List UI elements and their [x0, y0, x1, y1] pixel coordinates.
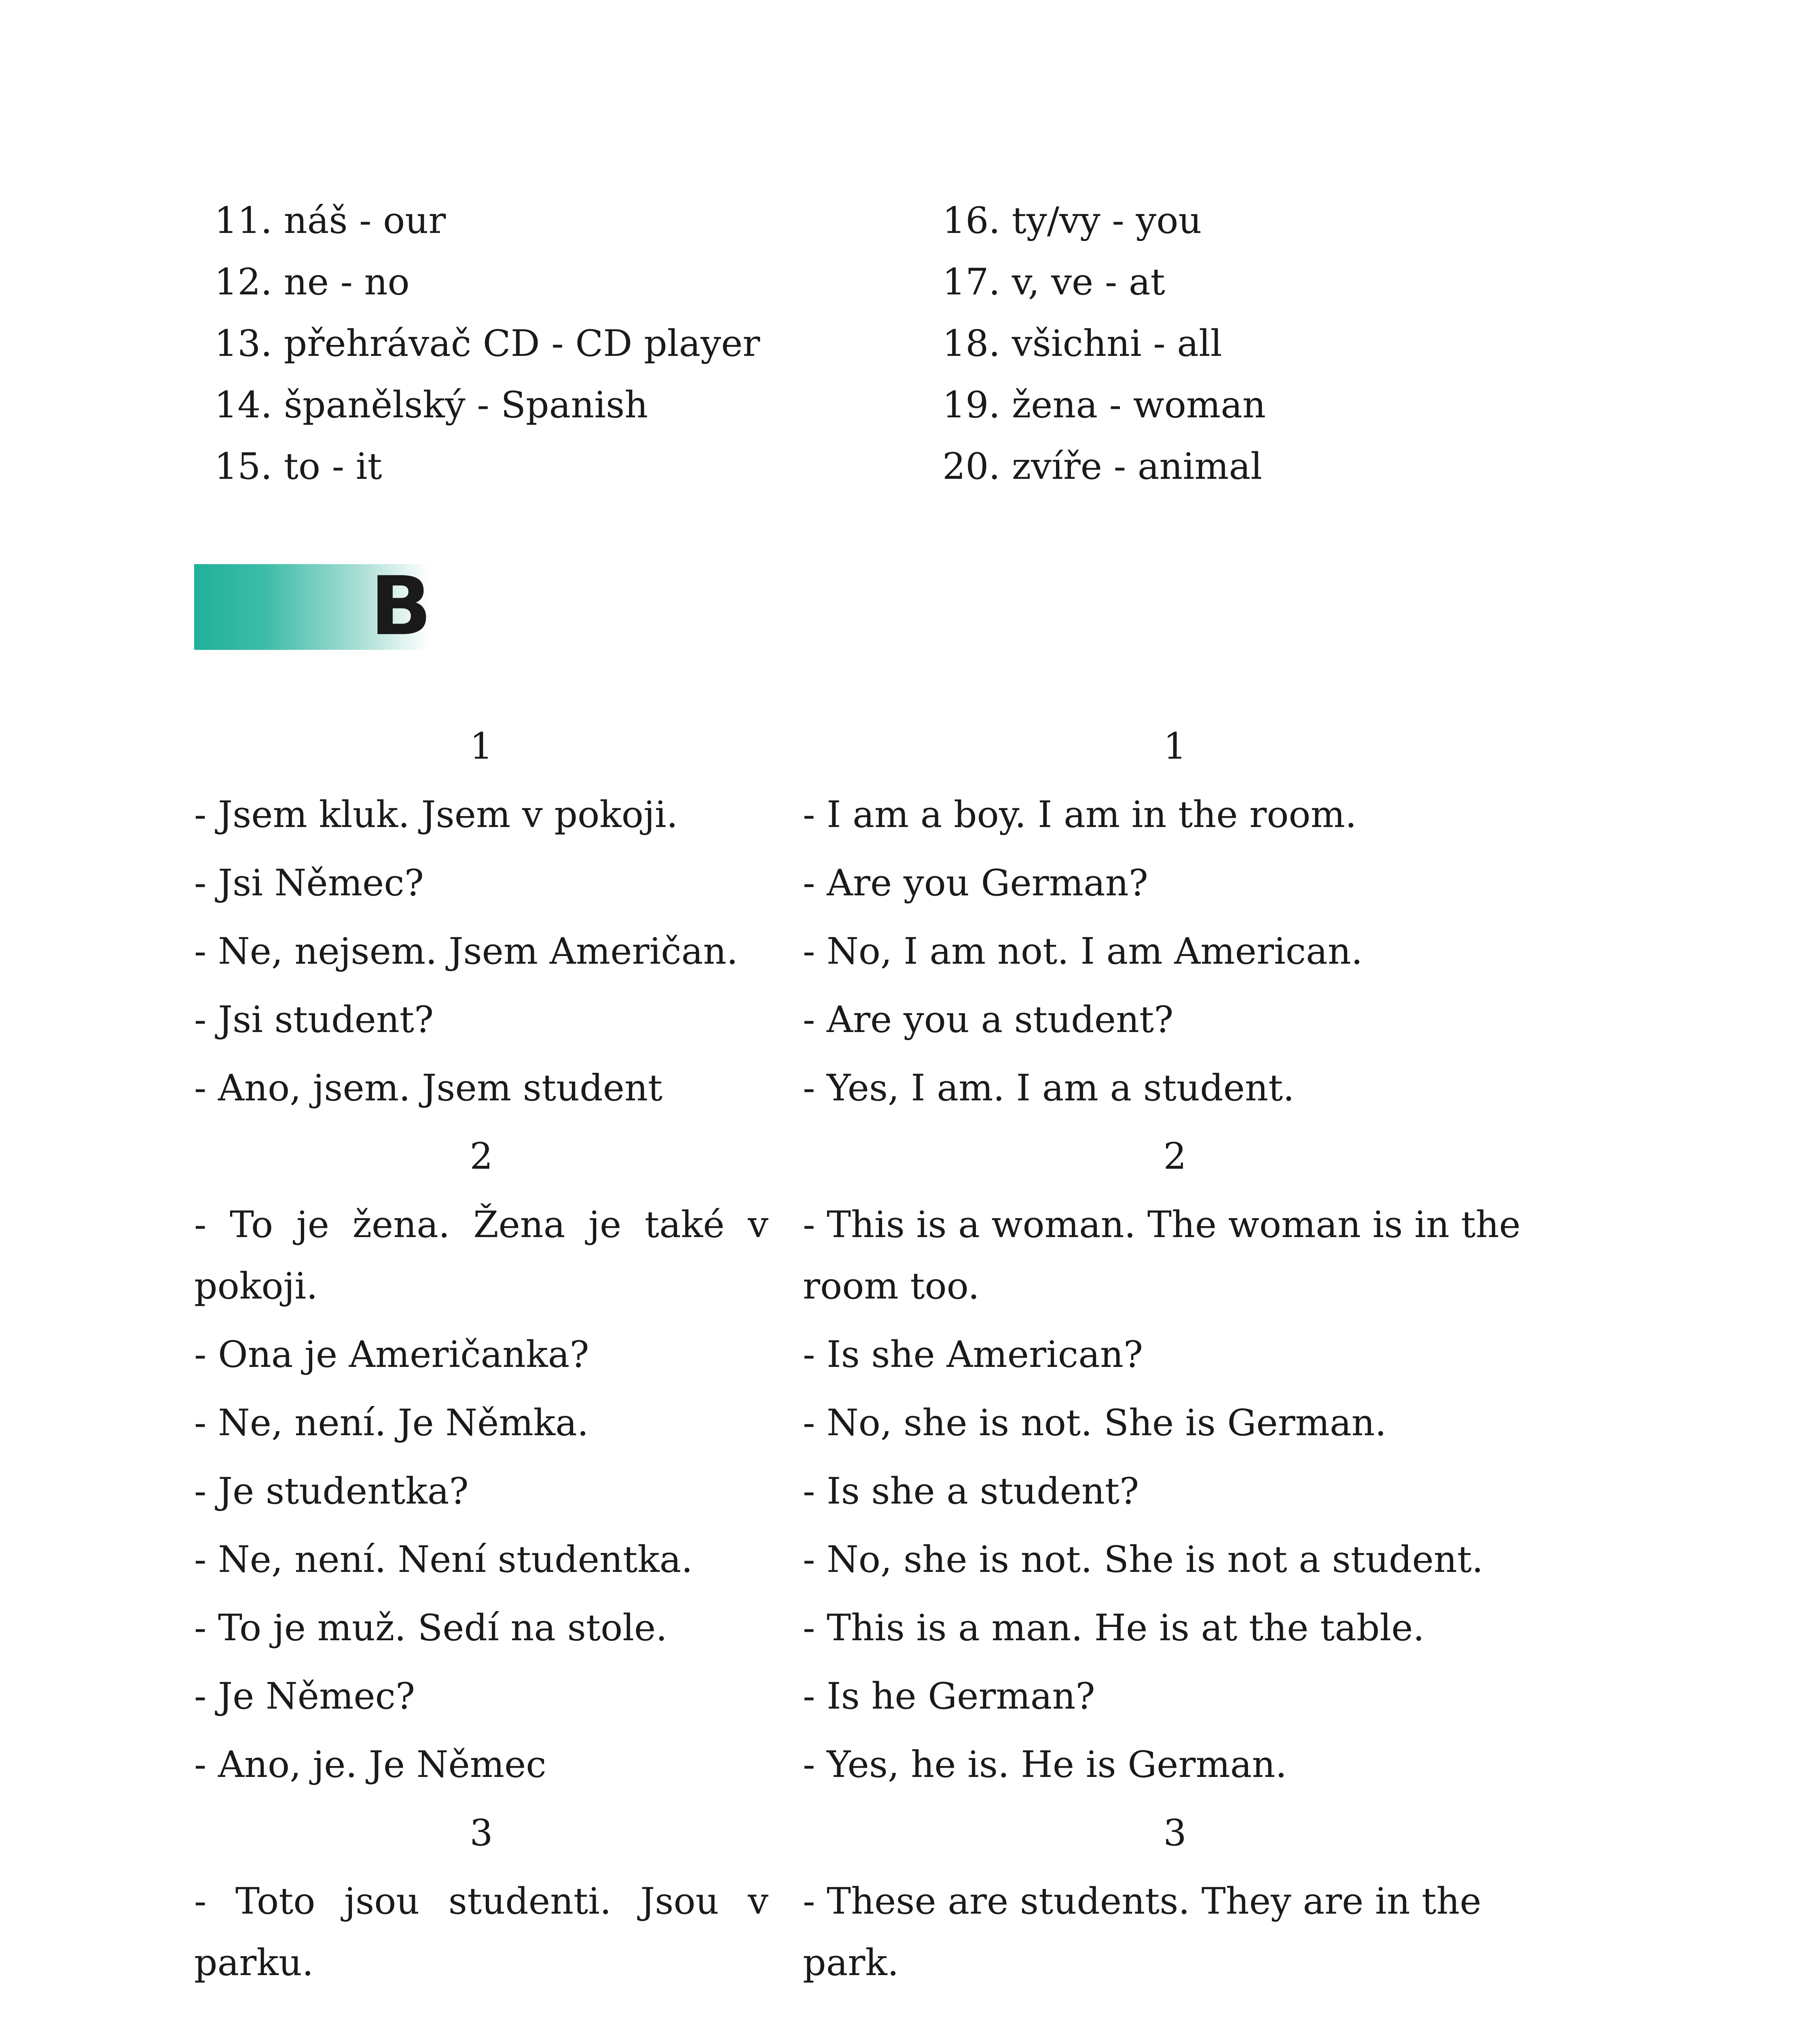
dialogue-line: - Jsi Němec? [194, 862, 424, 904]
dialogue-line: - Are you German? [803, 862, 1148, 904]
dialogue-column-czech [194, 716, 768, 2001]
dialogue-line: - I am a boy. I am in the room. [803, 793, 1357, 836]
dialogue-line: - Ne, není. Je Němka. [194, 1402, 589, 1444]
dialogue-line: - Is he German? [803, 1675, 1095, 1717]
dialogue-line: - Ne, není. Není studentka. [194, 1538, 693, 1581]
dialogue-line: - Are you a student? [803, 998, 1174, 1041]
dialogue-number: 2 [1163, 1135, 1187, 1178]
dialogue-line: - This is a woman. The woman is in the room too. [803, 1203, 1521, 1307]
dialogue-line: - Is she American? [803, 1333, 1143, 1376]
dialogue-line: - Ona je Američanka? [194, 1333, 589, 1376]
section-letter: B [370, 559, 432, 654]
vocab-item: 20. zvíře - animal [942, 445, 1262, 488]
dialogue-line: - Toto jsou studenti. Jsou v parku. [194, 1880, 768, 1984]
dialogue-line: - Yes, he is. He is German. [803, 1743, 1287, 1786]
vocab-item: 16. ty/vy - you [942, 199, 1202, 242]
dialogue-line: - Ano, jsem. Jsem student [194, 1067, 663, 1109]
dialogue-number: 3 [470, 1812, 493, 1854]
dialogue-line: - No, she is not. She is German. [803, 1402, 1387, 1444]
vocab-list-left [214, 190, 760, 497]
dialogue-column-english [803, 716, 1571, 2001]
vocab-list-right [942, 190, 1266, 497]
vocab-item: 12. ne - no [214, 261, 410, 303]
vocab-item: 17. v, ve - at [942, 261, 1165, 303]
vocab-item: 18. všichni - all [942, 322, 1222, 365]
dialogue-line: - Ano, je. Je Němec [194, 1743, 546, 1786]
dialogue-number: 1 [1163, 725, 1187, 768]
dialogue-line: - Yes, I am. I am a student. [803, 1067, 1295, 1109]
dialogue-line: - Ne, nejsem. Jsem Američan. [194, 930, 738, 973]
dialogue-line: - Jsem kluk. Jsem v pokoji. [194, 793, 678, 836]
vocab-item: 19. žena - woman [942, 384, 1266, 426]
dialogue-number: 3 [1163, 1812, 1187, 1854]
dialogue-line: - These are students. They are in the park. [803, 1880, 1481, 1984]
dialogue-line: - Is she a student? [803, 1470, 1139, 1512]
dialogue-line: - To je muž. Sedí na stole. [194, 1607, 667, 1649]
dialogue-line: - Jsi student? [194, 998, 434, 1041]
dialogue-number: 2 [470, 1135, 493, 1178]
dialogue-line: - Je studentka? [194, 1470, 469, 1512]
vocab-item: 15. to - it [214, 445, 382, 488]
dialogue-line: - No, I am not. I am American. [803, 930, 1363, 973]
vocab-item: 13. přehrávač CD - CD player [214, 322, 760, 365]
dialogue-line: - This is a man. He is at the table. [803, 1607, 1425, 1649]
dialogue-line: - Je Němec? [194, 1675, 415, 1717]
dialogue-line: - To je žena. Žena je také v pokoji. [194, 1203, 768, 1307]
dialogue-line: - No, she is not. She is not a student. [803, 1538, 1484, 1581]
dialogue-number: 1 [470, 725, 493, 768]
vocab-item: 11. náš - our [214, 199, 446, 242]
vocab-item: 14. španělský - Spanish [214, 384, 648, 426]
